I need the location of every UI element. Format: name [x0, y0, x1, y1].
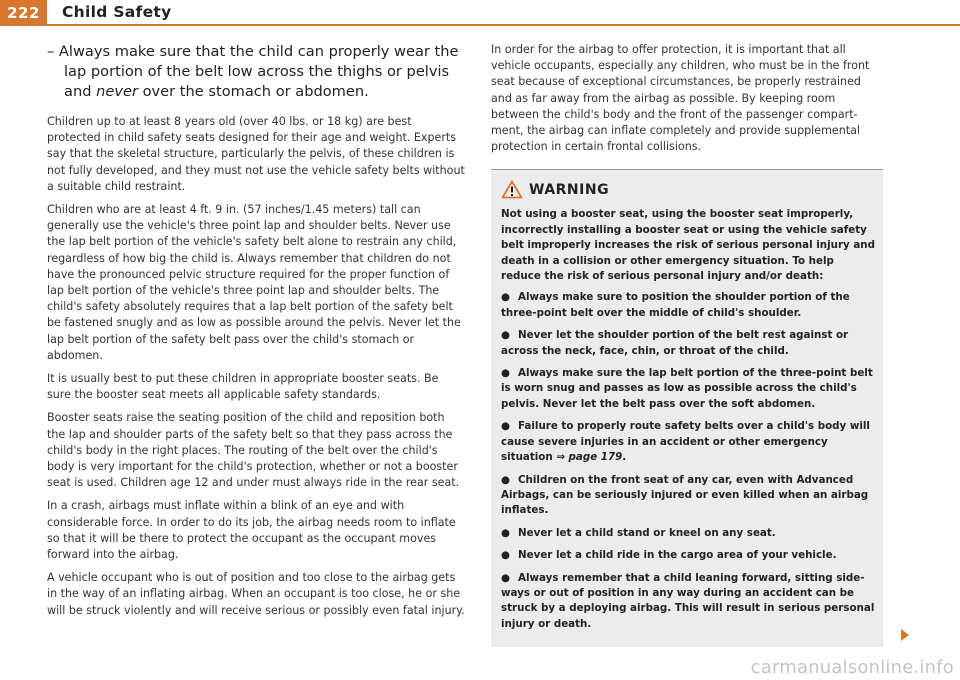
bullet-icon: ● [501, 526, 510, 539]
warning-header [501, 180, 875, 199]
warning-item: ● Never let a child stand or kneel on any seat. [501, 526, 776, 539]
warning-box [491, 169, 883, 647]
left-column [47, 42, 465, 626]
page-reference-link[interactable]: ⇒ page 179 [556, 451, 623, 464]
paragraph-out-of-position: A vehicle occupant who is out of position and too close to the airbag gets in the way of an inflating airbag. When an occupant is too close, he or she will be struck violently and will receive serious or possibly even fatal injury. [47, 571, 465, 617]
warning-item: ● Never let the shoulder portion of the belt rest against or across the neck, face, chin, or throat of the child. [501, 329, 849, 357]
paragraph-children-4ft9: Children who are at least 4 ft. 9 in. (57 inches/1.45 meters) tall can generally use the vehicle's three point lap and shoulder belts. Never use the lap belt portion of the vehicle's safety belt alone to restrain any child, regardless of how big the child is. Always remember that children do not have the pronounced pelvic structure required for the proper function of lap belt portion of the vehicle's three point lap and shoulder belts. The child's safety absolutely requires that a lap belt portion of the safety belt be fastened snugly and as low as possible around the pelvis. Never let the lap belt portion of the safety belt pass over the child's stomach or abdomen. [47, 203, 461, 362]
bullet-icon: ● [501, 367, 510, 380]
warning-item: ● Children on the front seat of any car, even with Advanced Airbags, can be seriously injured or even killed when an airbag inflates. [501, 473, 869, 517]
paragraph-airbag-inflate: In a crash, airbags must inflate within a blink of an eye and with considerable force. In order to do its job, the airbag needs room to inflate so that it will be there to protect the occupant as the occupant moves forward into the airbag. [47, 499, 456, 562]
paragraph-airbag-protection: In order for the airbag to offer protection, it is important that all vehicle occupants, especially any children, who must be in the front seat because of exceptional circumstances, be properly restrained and as far away from the airbag as possible. By keeping room between the child's body and the front of the passenger compartment, the airbag can inflate completely and provide supplemental protection in certain frontal collisions. [491, 43, 870, 154]
lead-emphasis-never: never [96, 83, 138, 100]
section-title: Child Safety [62, 3, 172, 21]
warning-label: WARNING [529, 181, 610, 198]
continue-arrow-icon [901, 629, 909, 641]
warning-intro: Not using a booster seat, using the booster seat improperly, incorrectly installing a booster seat or using the vehicle safety belt improperly increases the risk of serious personal injury and death in a collision or other emergency situation. To help reduce the risk of serious personal injury and/or death: [501, 208, 875, 283]
bullet-icon: ● [501, 549, 510, 562]
warning-item-failure: ● Failure to properly route safety belts over a child's body will cause severe injuries in an accident or other emergency situation ⇒ page 179. [501, 420, 870, 464]
bullet-icon: ● [501, 329, 510, 342]
bullet-icon: ● [501, 291, 510, 304]
right-column [491, 42, 883, 647]
warning-item: ● Always make sure to position the shoulder portion of the three-point belt over the middle of child's shoulder. [501, 291, 850, 319]
warning-item: ● Always remember that a child leaning forward, sitting sideways or out of position in any way during an accident can be struck by a deploying airbag. This will result in serious personal injury or death. [501, 571, 875, 630]
lead-text-a: – Always make sure that the child can properly wear the lap portion of the belt low across the thighs or pelvis and [47, 43, 459, 100]
warning-item: ● Always make sure the lap belt portion of the three-point belt is worn snug and passes as low as possible across the child's pelvis. Never let the belt pass over the soft abdomen. [501, 367, 873, 410]
paragraph-booster-routing: Booster seats raise the seating position of the child and reposition both the lap and shoulder parts of the safety belt so that they pass across the child's body in the right places. The routing of the belt over the child's body is very important for the child's protection, whether or not a booster seat is used. Children age 12 and under must always ride in the rear seat. [47, 411, 460, 490]
paragraph-children-8: Children up to at least 8 years old (over 40 lbs. or 18 kg) are best protected in child safety seats designed for their age and weight. Experts say that the skeletal structure, particularly the pelvis, of these children is not fully developed, and they must not use the vehicle safety belts without a suitable child restraint. [47, 115, 465, 193]
page-number: 222 [7, 4, 40, 22]
bullet-icon: ● [501, 473, 510, 486]
warning-triangle-icon [501, 180, 523, 199]
watermark: carmanualsonline.info [750, 657, 954, 678]
lead-instruction [47, 42, 465, 102]
bullet-icon: ● [501, 571, 510, 584]
page-number-badge [0, 0, 47, 26]
paragraph-booster-seats: It is usually best to put these children in appropriate booster seats. Be sure the booster seat meets all applicable safety standards. [47, 372, 439, 402]
warning-item: ● Never let a child ride in the cargo area of your vehicle. [501, 549, 837, 562]
lead-text-b: over the stomach or abdomen. [137, 83, 369, 100]
bullet-icon: ● [501, 420, 510, 433]
header-rule [0, 24, 960, 26]
